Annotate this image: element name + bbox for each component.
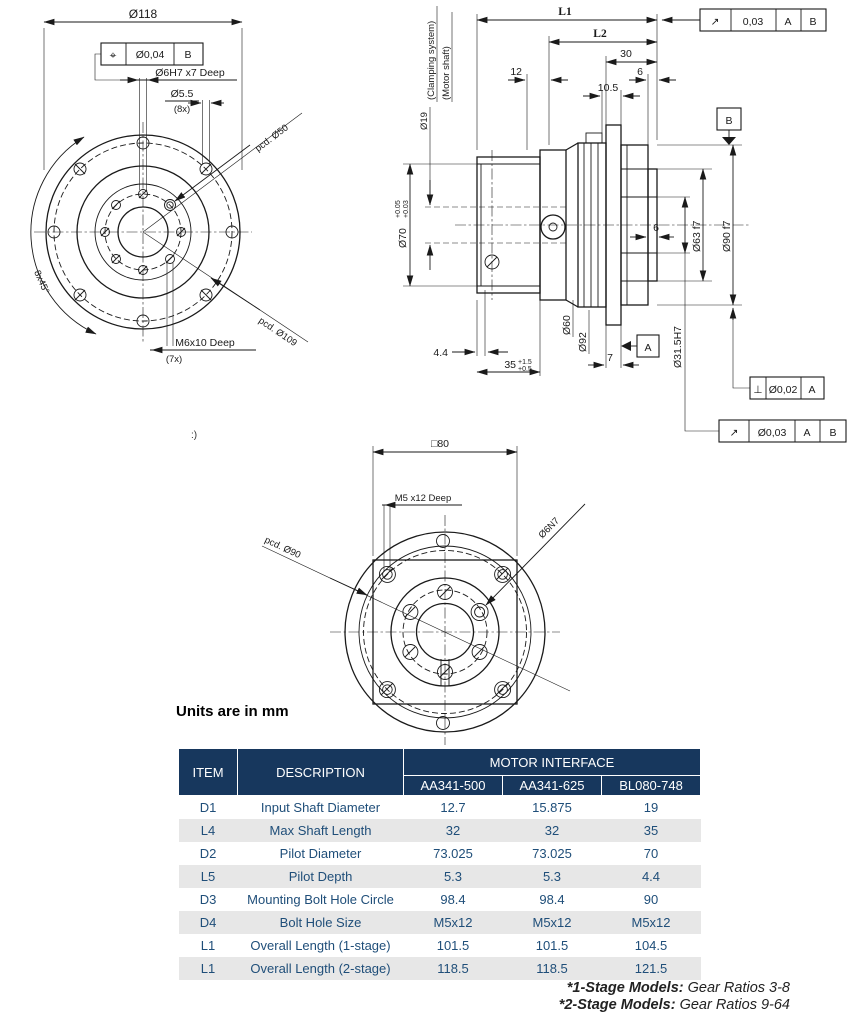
datum-a-flag — [621, 335, 659, 357]
footnote-1-stage: *1-Stage Models: Gear Ratios 3-8 — [566, 980, 790, 996]
motor-interface-table — [178, 748, 701, 980]
dim-31-5-label: Ø31.5H7 — [672, 325, 684, 368]
dim-92 — [577, 310, 589, 354]
cell-item: L4 — [179, 819, 238, 842]
pcd90-label: pcd. Ø90 — [262, 534, 303, 562]
side-view — [395, 6, 846, 442]
datum-a-label: A — [644, 342, 652, 354]
cell-value: 32 — [503, 819, 602, 842]
hole-55-label: Ø5.5 — [170, 88, 194, 100]
dowel-hole-6n7 — [471, 604, 488, 621]
runout-top-symbol: ↗ — [710, 16, 720, 28]
cell-value: 98.4 — [539, 892, 565, 907]
cell-value: 15.875 — [532, 800, 572, 815]
cell-item: L1 — [179, 957, 238, 980]
cell-item: L1 — [200, 938, 216, 953]
col-header-group: MOTOR INTERFACE — [404, 749, 701, 776]
cell-description: Input Shaft Diameter — [260, 800, 381, 815]
dim-12 — [508, 66, 568, 150]
dim-35-tol-lower: +0.5 — [518, 366, 532, 373]
cell-description: Bolt Hole Size — [238, 911, 404, 934]
runout-frame-top — [662, 9, 826, 31]
table-row — [179, 819, 701, 842]
perpendicularity-frame — [733, 308, 824, 399]
datum-b-flag — [717, 108, 741, 145]
dim-7-label: 7 — [607, 352, 613, 364]
dim-L1-label: L1 — [558, 6, 572, 18]
datum-b-label: B — [725, 115, 733, 127]
hole-6h7-label: Ø6H7 x7 Deep — [155, 67, 225, 79]
cell-description: Overall Length (2-stage) — [238, 957, 404, 980]
dim-6-top-label: 6 — [637, 66, 643, 78]
cell-value: M5x12 — [503, 911, 602, 934]
dim-92-label: Ø92 — [577, 332, 589, 352]
cell-description: Overall Length (1-stage) — [250, 938, 391, 953]
runout-bottom-symbol: ↗ — [729, 427, 739, 439]
dim-6-mid — [630, 222, 674, 237]
col-header-item: ITEM — [179, 749, 238, 796]
runout-bottom-value: Ø0,03 — [757, 427, 787, 439]
cell-item: D2 — [199, 846, 217, 861]
dim-35-label: 35 — [504, 359, 516, 371]
m6-label: M6x10 Deep — [175, 337, 235, 349]
cell-value: 19 — [643, 800, 659, 815]
footnotes — [559, 980, 790, 1014]
perp-symbol: ⊥ — [753, 384, 763, 396]
table-row — [179, 911, 701, 934]
dim-118-label: Ø118 — [128, 7, 158, 21]
dim-19-label: Ø19 — [419, 112, 430, 130]
top-key — [586, 133, 602, 143]
dim-35-tol-upper: +1.5 — [518, 359, 532, 366]
position-value: Ø0,04 — [135, 49, 165, 61]
col-header-model-3: BL080-748 — [602, 776, 701, 796]
runout-bottom-datum2: B — [829, 427, 837, 439]
dim-4-4-label: 4.4 — [433, 347, 448, 359]
dim-35 — [477, 300, 540, 376]
perp-value: Ø0,02 — [768, 384, 798, 396]
cell-value: 101.5 — [436, 938, 470, 953]
col-header-description: DESCRIPTION — [238, 749, 404, 796]
runout-frame-bottom — [719, 420, 846, 442]
cell-value: 5.3 — [503, 865, 602, 888]
dim-31-5 — [657, 197, 719, 431]
runout-bottom-datum1: A — [803, 427, 811, 439]
input-shaft-labels — [419, 6, 452, 270]
cell-value: 90 — [643, 892, 659, 907]
dim-4-4 — [433, 290, 508, 359]
cell-value: 118.5 — [404, 957, 503, 980]
footnote-2-stage: *2-Stage Models: Gear Ratios 9-64 — [558, 997, 790, 1013]
runout-top-datum1: A — [784, 16, 792, 28]
cell-description: Max Shaft Length — [238, 819, 404, 842]
cell-value: 4.4 — [602, 865, 701, 888]
dim-hole-m6 — [150, 263, 256, 365]
cell-value: 104.5 — [634, 938, 668, 953]
cell-description: Mounting Bolt Hole Circle — [247, 892, 394, 907]
pcd50-leader — [143, 113, 302, 232]
cell-value: 70 — [643, 846, 659, 861]
table-row — [179, 888, 701, 911]
dim-70-tol-lower: +0.03 — [403, 200, 410, 218]
runout-top-value: 0,03 — [742, 16, 764, 28]
dim-L1 — [477, 6, 657, 150]
col-header-model-1: AA341-500 — [404, 776, 503, 796]
pcd109-label: pcd. Ø109 — [256, 315, 299, 350]
dim-hole-55 — [165, 88, 224, 164]
dim-6-mid-label: 6 — [653, 222, 659, 234]
motor-shaft-label: (Motor shaft) — [441, 46, 452, 100]
cell-value: 32 — [404, 819, 503, 842]
table-row — [179, 865, 701, 888]
dim-10-5-label: 10.5 — [597, 82, 619, 94]
cell-value: 73.025 — [433, 846, 473, 861]
stray-mark: :) — [191, 430, 198, 441]
table-row — [179, 796, 701, 820]
cell-item: L5 — [179, 865, 238, 888]
dim-70-tol-upper: +0.05 — [395, 200, 402, 218]
cell-value: 98.4 — [440, 892, 466, 907]
pcd50-label: pcd. Ø50 — [253, 122, 291, 155]
dim-70-label: Ø70 — [397, 228, 409, 248]
runout-top-datum2: B — [809, 16, 817, 28]
cell-value: 12.7 — [440, 800, 466, 815]
units-note: Units are in mm — [176, 703, 289, 720]
hole-55-qty: (8x) — [173, 104, 191, 115]
dim-6-top — [629, 66, 676, 145]
dim-7 — [588, 325, 639, 368]
angle-dim — [31, 137, 96, 334]
cell-description: Pilot Depth — [238, 865, 404, 888]
m5-label: M5 x12 Deep — [394, 493, 452, 504]
angle-label: 8x45° — [31, 268, 52, 296]
cell-item: D3 — [199, 892, 217, 907]
perp-datum1: A — [808, 384, 816, 396]
cell-value: 121.5 — [602, 957, 701, 980]
cell-item: D4 — [179, 911, 238, 934]
dim-12-label: 12 — [510, 66, 522, 78]
dim-90-label: Ø90 f7 — [721, 220, 733, 252]
cell-item: D1 — [199, 800, 217, 815]
col-header-model-2: AA341-625 — [503, 776, 602, 796]
bottom-view — [262, 438, 585, 745]
clamping-system-label: (Clamping system) — [426, 20, 437, 100]
cell-description: Pilot Diameter — [279, 846, 362, 861]
cell-value: 118.5 — [503, 957, 602, 980]
position-datum: B — [184, 49, 192, 61]
dim-30-label: 30 — [620, 48, 632, 60]
table-row — [179, 957, 701, 980]
dim-60 — [561, 300, 573, 337]
dim-63-label: Ø63 f7 — [691, 220, 703, 252]
dim-square-label: □80 — [430, 438, 450, 450]
clamp-screw — [541, 215, 565, 239]
table-row — [179, 934, 701, 957]
m6-qty: (7x) — [165, 354, 183, 365]
cell-value: 73.025 — [532, 846, 572, 861]
pcd109-leader — [143, 232, 308, 349]
front-view — [31, 7, 308, 365]
dim-L2-label: L2 — [593, 28, 607, 40]
dim-60-label: Ø60 — [561, 315, 573, 335]
position-symbol: ⌖ — [109, 48, 117, 62]
cell-value: M5x12 — [404, 911, 503, 934]
cell-value: M5x12 — [602, 911, 701, 934]
cell-value: 101.5 — [535, 938, 569, 953]
table-row — [179, 842, 701, 865]
cell-value: 5.3 — [404, 865, 503, 888]
cell-value: 35 — [602, 819, 701, 842]
label-6n7: Ø6N7 — [536, 515, 562, 541]
